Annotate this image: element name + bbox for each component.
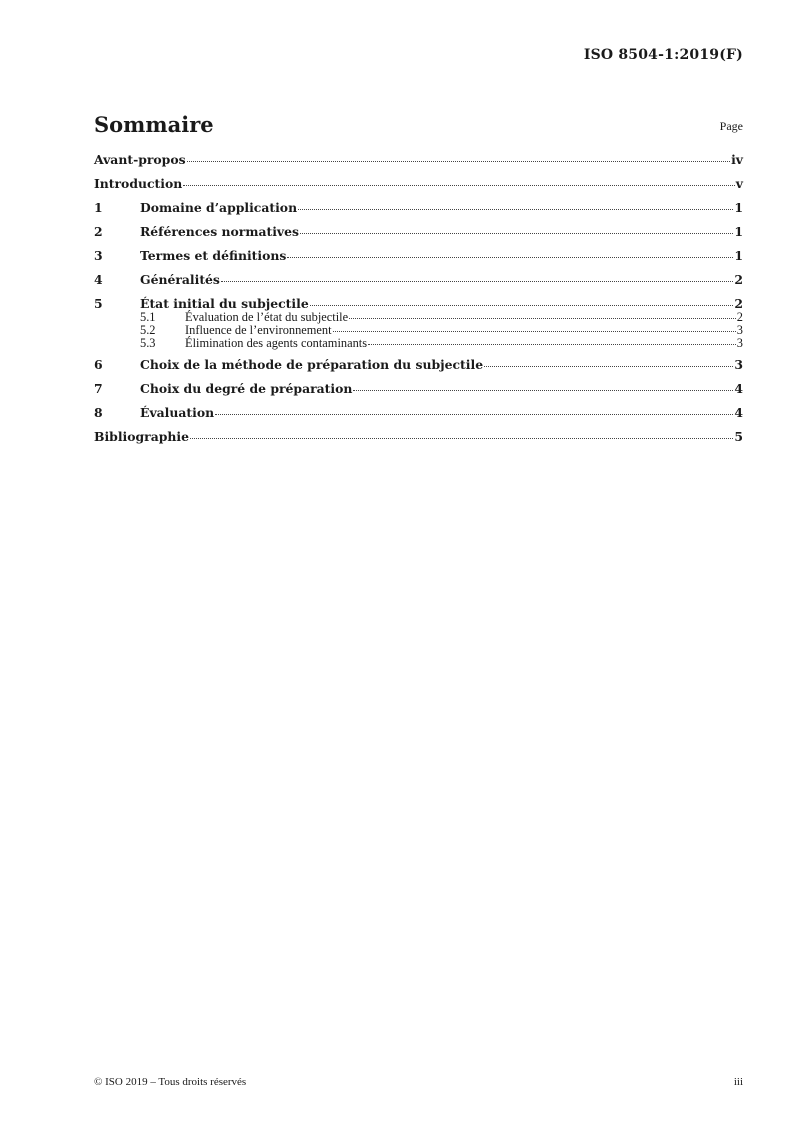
toc-entry-page: 2 xyxy=(736,310,743,324)
toc-entry-number: 5 xyxy=(94,296,103,311)
toc-entry[interactable] xyxy=(94,225,743,239)
toc-entry-page: 2 xyxy=(734,296,743,311)
toc-dot-leader xyxy=(183,185,735,186)
toc-entry-number: 3 xyxy=(94,248,103,263)
toc-entry-title: Domaine d’application xyxy=(140,200,298,215)
toc-entry-page: 1 xyxy=(734,200,743,215)
toc-entry-number: 1 xyxy=(94,200,103,215)
toc-entry-title: Termes et définitions xyxy=(140,248,287,263)
toc-entry-page: v xyxy=(735,176,743,191)
toc-entry-number: 4 xyxy=(94,272,103,287)
toc-entry[interactable] xyxy=(94,249,743,263)
toc-entry-page: 2 xyxy=(734,272,743,287)
toc-entry-title: Généralités xyxy=(140,272,220,287)
toc-entry-title: État initial du subjectile xyxy=(140,296,309,311)
toc-entry-title: Choix du degré de préparation xyxy=(140,381,353,396)
toc-dot-leader xyxy=(353,390,733,391)
toc-entry-page: 1 xyxy=(734,248,743,263)
footer-page-number: iii xyxy=(733,1076,743,1088)
toc-entry-number: 2 xyxy=(94,224,103,239)
toc-entry-page: 3 xyxy=(736,336,743,350)
toc-dot-leader xyxy=(484,366,733,367)
toc-entry-page: 3 xyxy=(734,357,743,372)
toc-dot-leader xyxy=(187,161,731,162)
toc-entry-number: 8 xyxy=(94,405,103,420)
toc-entry[interactable] xyxy=(94,201,743,215)
toc-entry[interactable] xyxy=(94,177,743,191)
toc-dot-leader xyxy=(215,414,733,415)
toc-entry[interactable] xyxy=(94,406,743,420)
toc-entry[interactable] xyxy=(94,153,743,167)
toc-entry[interactable] xyxy=(94,382,743,396)
toc-dot-leader xyxy=(221,281,733,282)
toc-entry-title: Évaluation xyxy=(140,405,215,420)
toc-entry-title: Évaluation de l’état du subjectile xyxy=(185,310,349,324)
toc-dot-leader xyxy=(368,344,736,345)
toc-subentry[interactable] xyxy=(94,337,743,350)
footer-copyright: © ISO 2019 – Tous droits réservés xyxy=(94,1076,247,1088)
toc-entry-number: 7 xyxy=(94,381,103,396)
toc-entry-title: Bibliographie xyxy=(94,429,190,444)
toc-entry-page: 4 xyxy=(734,405,743,420)
toc-entry-page: 1 xyxy=(734,224,743,239)
toc-entry-page: 3 xyxy=(736,323,743,337)
toc-entry-title: Avant-propos xyxy=(94,152,186,167)
page-column-label: Page xyxy=(719,119,743,133)
table-of-contents xyxy=(94,153,743,444)
toc-entry-title: Choix de la méthode de préparation du subjectile xyxy=(140,357,484,372)
page-title: Sommaire xyxy=(94,112,214,137)
toc-dot-leader xyxy=(349,318,736,319)
toc-dot-leader xyxy=(333,331,736,332)
toc-entry-number: 5.1 xyxy=(140,310,156,324)
document-id: ISO 8504-1:2019(F) xyxy=(583,47,743,63)
toc-entry-page: 5 xyxy=(734,429,743,444)
toc-entry-title: Références normatives xyxy=(140,224,299,239)
toc-entry-title: Élimination des agents contaminants xyxy=(185,336,368,350)
toc-dot-leader xyxy=(287,257,733,258)
toc-entry-page: iv xyxy=(731,152,743,167)
toc-dot-leader xyxy=(310,305,734,306)
toc-entry-title: Introduction xyxy=(94,176,183,191)
toc-entry-number: 5.2 xyxy=(140,323,156,337)
toc-entry-number: 5.3 xyxy=(140,336,156,350)
toc-entry-title: Influence de l’environnement xyxy=(185,323,332,337)
toc-dot-leader xyxy=(298,209,733,210)
toc-entry-number: 6 xyxy=(94,357,103,372)
toc-entry[interactable] xyxy=(94,273,743,287)
toc-entry-page: 4 xyxy=(734,381,743,396)
toc-entry[interactable] xyxy=(94,297,743,311)
toc-entry[interactable] xyxy=(94,430,743,444)
toc-dot-leader xyxy=(190,438,733,439)
toc-dot-leader xyxy=(300,233,733,234)
toc-entry[interactable] xyxy=(94,358,743,372)
